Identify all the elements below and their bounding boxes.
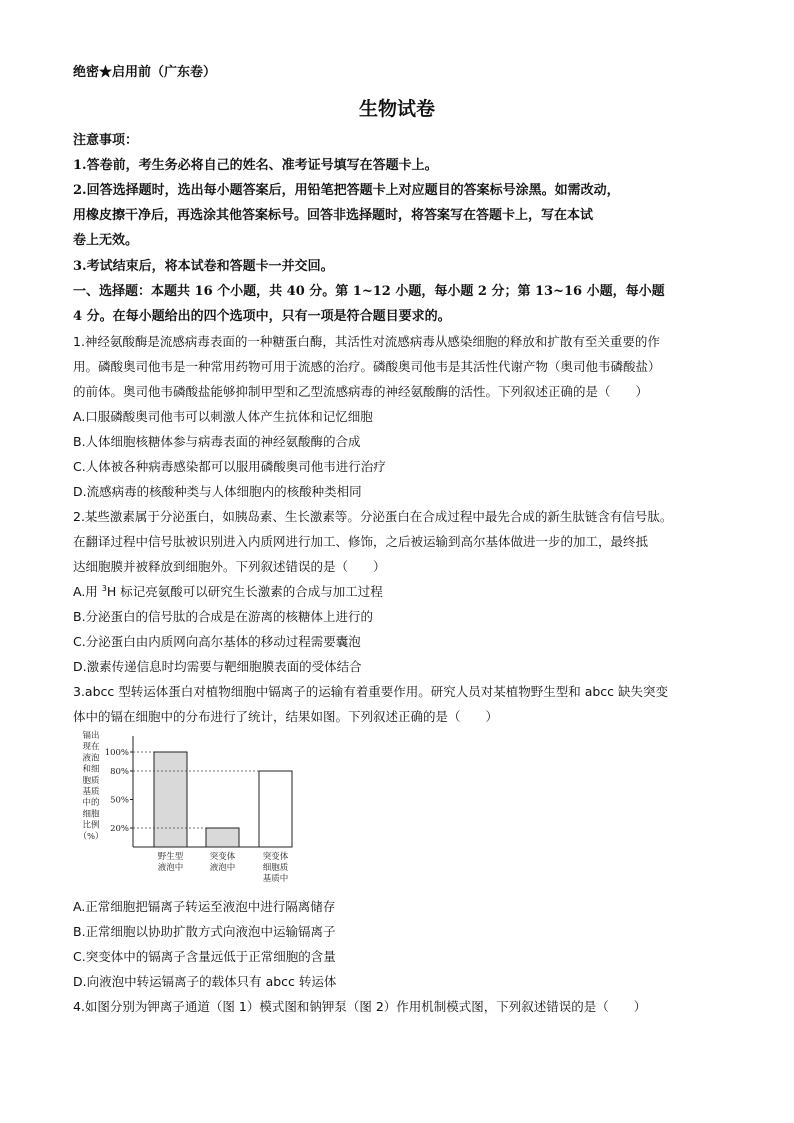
bar [259, 771, 292, 847]
bar [206, 828, 239, 847]
q3-stem-line-2: 体中的镉在细胞中的分布进行了统计，结果如图。下列叙述正确的是（ ） [73, 709, 499, 724]
q4-stem-line-1: 4.如图分别为钾离子通道（图 1）模式图和钠钾泵（图 2）作用机制模式图，下列叙述错误的是（ ） [73, 999, 647, 1014]
cadmium-distribution-chart [76, 728, 308, 893]
y-axis-label-chunk: 胞质 [82, 775, 100, 786]
confidential-label: 绝密★启用前（广东卷） [73, 65, 217, 80]
notice-item-2-line-1: 2.回答选择题时，选出每小题答案后，用铅笔把答题卡上对应题目的答案标号涂黑。如需改动， [73, 183, 620, 198]
section-heading-line-1: 一、选择题：本题共 16 个小题，共 40 分。第 1~12 小题，每小题 2 分；第 13~16 小题，每小题 [73, 284, 665, 299]
y-axis-label-chunk: 现在 [82, 742, 100, 753]
q2-option-c: C.分泌蛋白由内质网向高尔基体的移动过程需要囊泡 [73, 634, 361, 649]
q3-option-b: B.正常细胞以协助扩散方式向液泡中运输镉离子 [73, 924, 336, 939]
q1-option-b: B.人体细胞核糖体参与病毒表面的神经氨酸酶的合成 [73, 434, 361, 449]
x-category-label: 突变体 [209, 852, 236, 862]
y-axis-label-chunk: 镉出 [82, 731, 100, 741]
y-axis-label-chunk: 基质 [82, 787, 100, 797]
x-category-label: 突变体 [262, 852, 289, 862]
bar [154, 752, 187, 847]
q3-stem-line-1: 3.abcc 型转运体蛋白对植物细胞中镉离子的运输有着重要作用。研究人员对某植物野生型和 abcc 缺失突变 [73, 684, 669, 699]
q3-option-d: D.向液泡中转运镉离子的载体只有 abcc 转运体 [73, 974, 337, 989]
q1-stem-line-1: 1.神经氨酸酶是流感病毒表面的一种糖蛋白酶，其活性对流感病毒从感染细胞的释放和扩散有至关重要的作 [73, 334, 660, 349]
section-heading-line-2: 4 分。在每小题给出的四个选项中，只有一项是符合题目要求的。 [73, 309, 451, 324]
page-title: 生物试卷 [358, 98, 435, 120]
x-category-label: 细胞质 [262, 863, 289, 873]
x-category-label: 液泡中 [209, 863, 236, 873]
q1-option-a: A.口服磷酸奥司他韦可以刺激人体产生抗体和记忆细胞 [73, 409, 373, 424]
y-axis-label-chunk: 比例 [82, 820, 100, 831]
y-axis-label-chunk: 中的 [82, 798, 100, 809]
notice-item-3: 3.考试结束后，将本试卷和答题卡一并交回。 [73, 259, 334, 274]
q2-option-a-text: H 标记亮氨酸可以研究生长激素的合成与加工过程 [106, 584, 383, 599]
q2-option-d: D.激素传递信息时均需要与靶细胞膜表面的受体结合 [73, 659, 362, 674]
q1-stem-line-2: 用。磷酸奥司他韦是一种常用药物可用于流感的治疗。磷酸奥司他韦是其活性代谢产物（奥司他韦磷酸盐） [73, 359, 661, 374]
x-category-label: 基质中 [262, 874, 289, 884]
q2-stem-line-3: 达细胞膜并被释放到细胞外。下列叙述错误的是（ ） [73, 559, 386, 574]
y-tick-label: 50% [110, 795, 129, 806]
q2-option-a-prefix: A.用 [73, 584, 102, 599]
y-axis-label-chunk: 和细 [82, 764, 100, 775]
y-tick-label: 80% [110, 767, 129, 777]
x-category-label: 液泡中 [157, 863, 184, 873]
q1-stem-line-3: 的前体。奥司他韦磷酸盐能够抑制甲型和乙型流感病毒的神经氨酸酶的活性。下列叙述正确的是（ ） [73, 384, 649, 399]
q2-stem-line-2: 在翻译过程中信号肽被识别进入内质网进行加工、修饰，之后被运输到高尔基体做进一步的加工，最终抵 [73, 534, 649, 549]
isotope-mass-number: 3 [101, 583, 107, 593]
q2-option-b: B.分泌蛋白的信号肽的合成是在游离的核糖体上进行的 [73, 609, 374, 624]
notice-item-2-line-3: 卷上无效。 [73, 233, 139, 248]
q3-option-c: C.突变体中的镉离子含量远低于正常细胞的含量 [73, 949, 336, 964]
y-axis-label-chunk: 液泡 [82, 753, 100, 764]
y-tick-label: 100% [104, 748, 129, 758]
notice-item-1: 1.答卷前，考生务必将自己的姓名、准考证号填写在答题卡上。 [73, 158, 438, 173]
y-axis-label-chunk: 细胞 [82, 809, 100, 820]
notice-item-2-line-2: 用橡皮擦干净后，再选涂其他答案标号。回答非选择题时，将答案写在答题卡上，写在本试 [73, 208, 594, 223]
q2-option-a [73, 583, 383, 600]
q1-option-c: C.人体被各种病毒感染都可以服用磷酸奥司他韦进行治疗 [73, 459, 386, 474]
q3-option-a: A.正常细胞把镉离子转运至液泡中进行隔离储存 [73, 899, 336, 914]
notice-heading: 注意事项： [73, 133, 139, 148]
q2-stem-line-1: 2.某些激素属于分泌蛋白，如胰岛素、生长激素等。分泌蛋白在合成过程中最先合成的新生肽链含有信号肽。 [73, 509, 673, 524]
y-axis-label-chunk: （%） [78, 831, 104, 842]
x-category-label: 野生型 [157, 852, 184, 862]
q1-option-d: D.流感病毒的核酸种类与人体细胞内的核酸种类相同 [73, 484, 362, 499]
y-tick-label: 20% [110, 824, 129, 834]
